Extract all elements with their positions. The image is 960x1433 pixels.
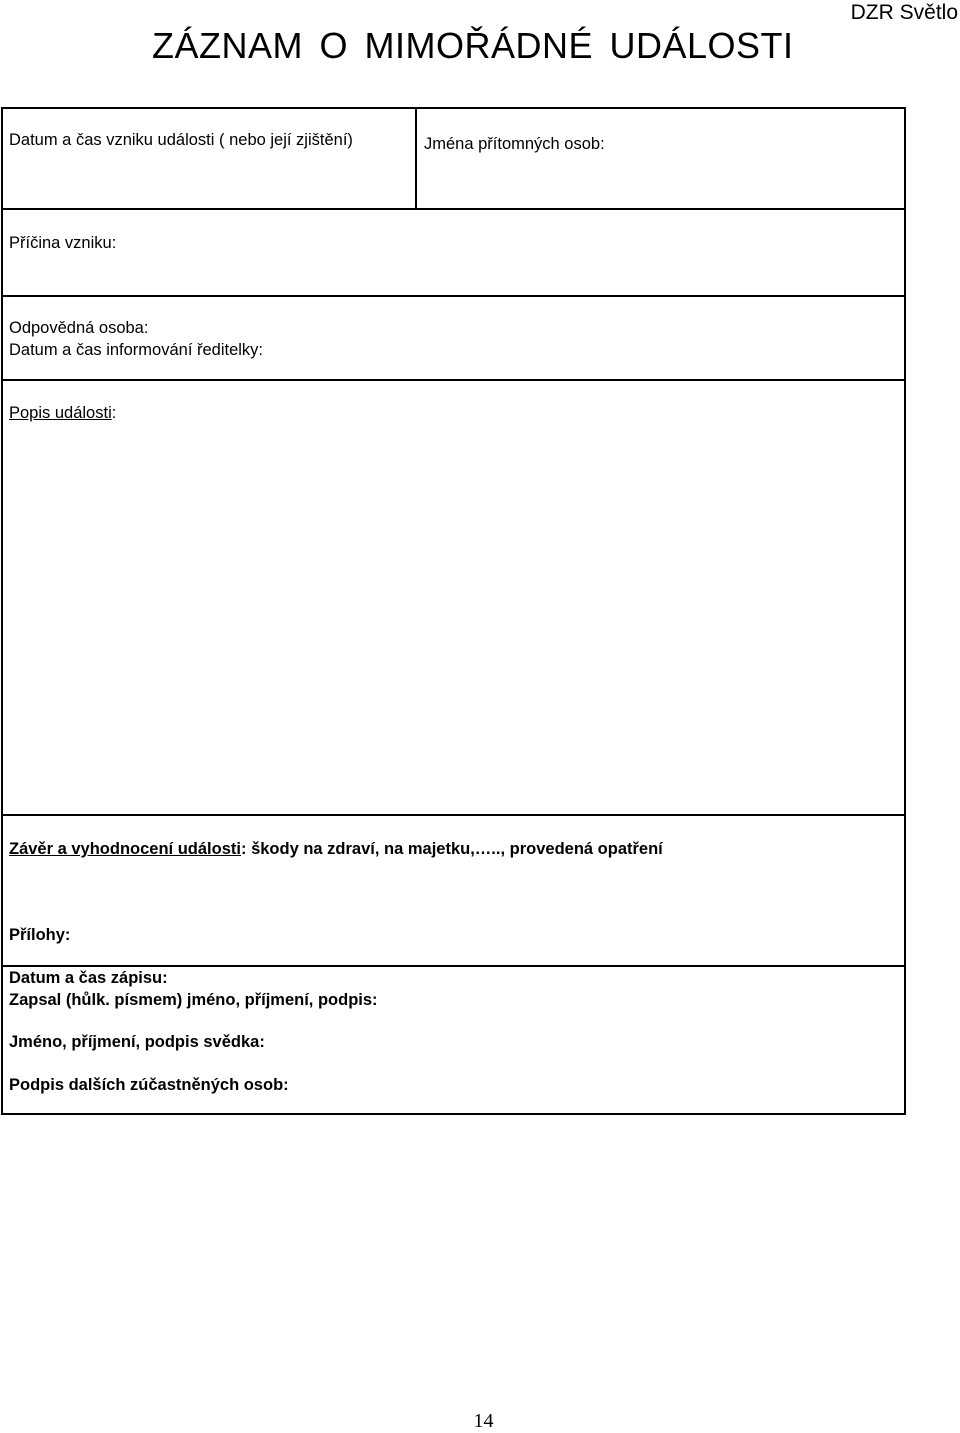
- page-title: ZÁZNAM O MIMOŘÁDNÉ UDÁLOSTI: [152, 25, 794, 66]
- event-description-label: [9, 403, 116, 424]
- organization-name: DZR Světlo: [850, 1, 958, 24]
- event-description-colon: :: [111, 404, 117, 422]
- attachments-label: Přílohy:: [9, 926, 71, 944]
- cause-label: Příčina vzniku:: [9, 234, 117, 252]
- row-divider: [3, 295, 904, 297]
- event-datetime-label: Datum a čas vzniku události ( nebo její zjištění): [9, 131, 353, 149]
- witness-label: Jméno, příjmení, podpis svědka:: [9, 1033, 265, 1051]
- record-datetime-label: Datum a čas zápisu:: [9, 969, 168, 987]
- page-number: 14: [473, 1410, 494, 1432]
- present-persons-label: Jména přítomných osob:: [424, 135, 605, 153]
- row-divider: [3, 379, 904, 381]
- row-divider: [3, 814, 904, 816]
- event-description-text: Popis události: [9, 404, 112, 422]
- column-divider: [415, 109, 417, 208]
- conclusion-title: Závěr a vyhodnocení události: [9, 840, 241, 858]
- conclusion-detail: : škody na zdraví, na majetku,….., provedená opatření: [240, 840, 663, 858]
- recorded-by-label: Zapsal (hůlk. písmem) jméno, příjmení, podpis:: [9, 991, 378, 1009]
- incident-form: [1, 107, 906, 1115]
- responsible-person-label: Odpovědná osoba:: [9, 319, 149, 337]
- conclusion-label: [9, 839, 663, 860]
- director-informed-label: Datum a čas informování ředitelky:: [9, 341, 264, 359]
- row-divider: [3, 208, 904, 210]
- other-persons-label: Podpis dalších zúčastněných osob:: [9, 1076, 289, 1094]
- row-divider: [3, 965, 904, 967]
